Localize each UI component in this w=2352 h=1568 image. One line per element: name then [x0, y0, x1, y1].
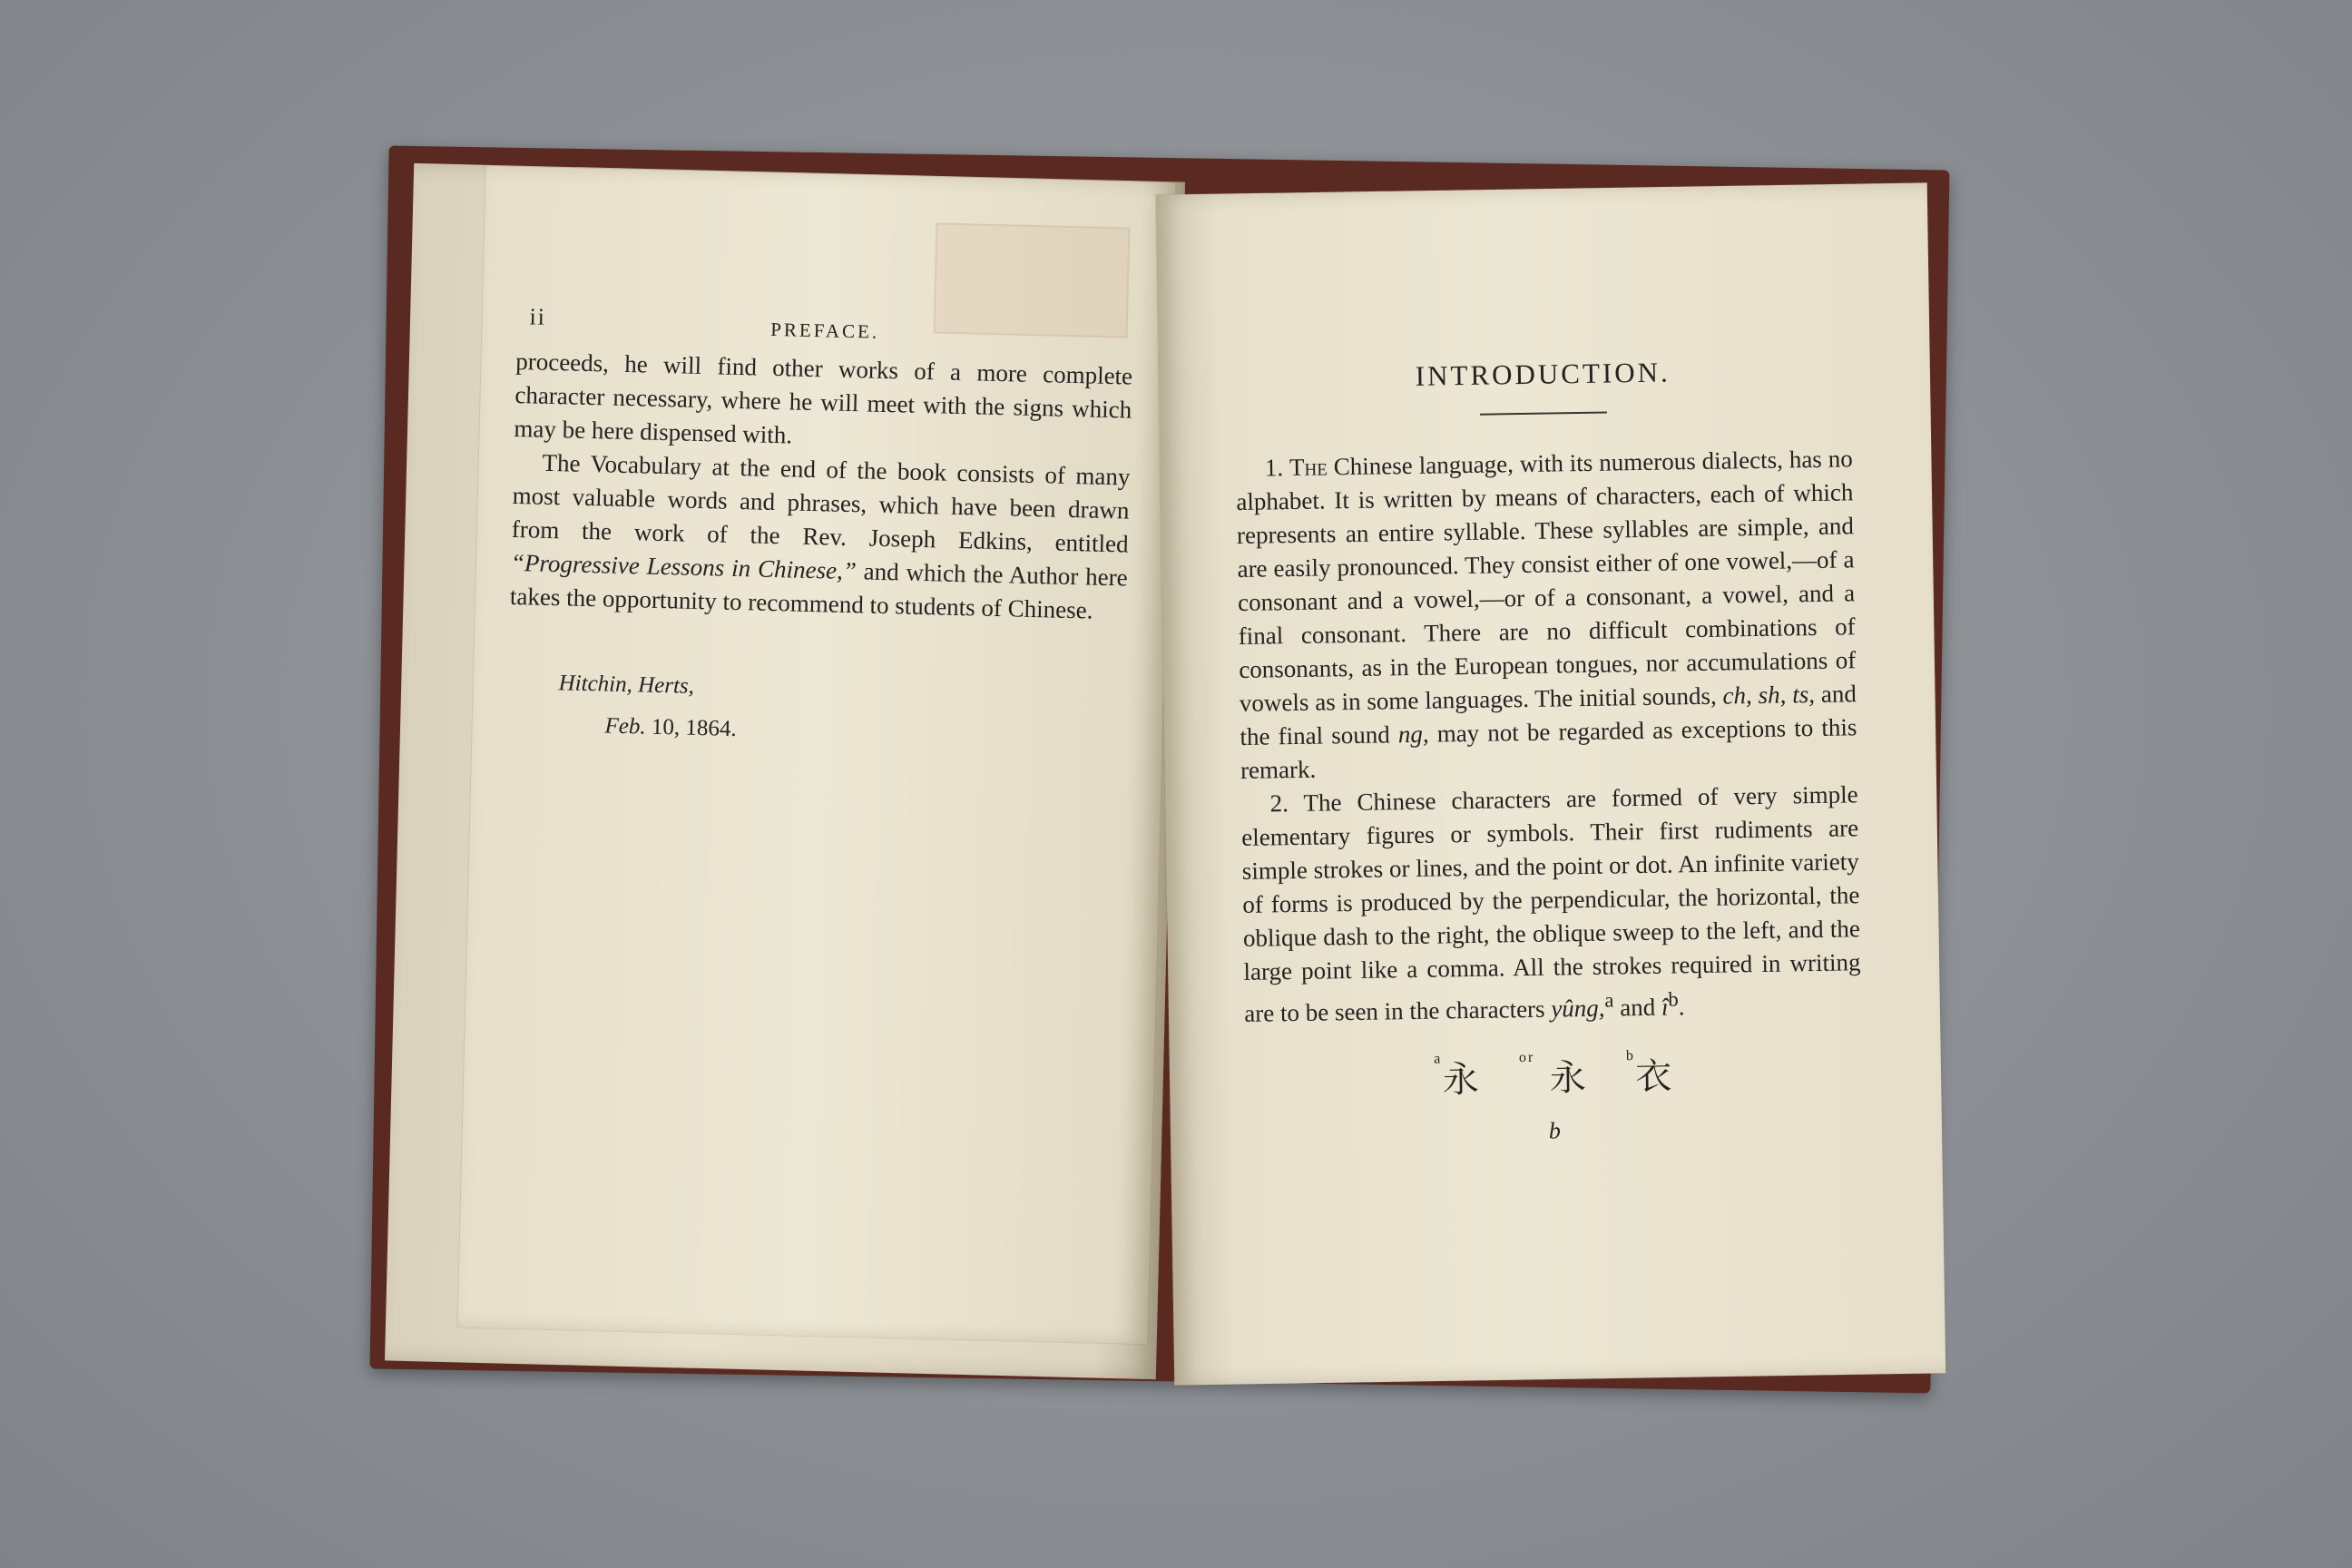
paragraph-1-text: Chinese language, with its numerous dialects, has no alphabet. It is written by means of characters, each of which represents an entire syllable. These syllables are simple, and are easily pronounced. They consist either of one vowel,—of a consonant and a vowel,—or of a consonant, a vowel, and a final consonant. There are no difficult combinations of consonants, as in the European tongues, nor accumulations of vowels as in some languages. The initial sounds,: [1236, 445, 1857, 717]
paragraph-1-number: 1.: [1264, 454, 1290, 482]
initial-sounds: ch, sh, ts,: [1722, 680, 1816, 710]
paragraph-1-mid: and the final sound: [1240, 680, 1857, 750]
paragraph-2-period: .: [1678, 993, 1685, 1021]
running-head-title: PREFACE.: [769, 318, 880, 343]
signature-place: Hitchin, Herts,: [558, 671, 695, 699]
yung-word: yûng,: [1551, 994, 1605, 1023]
footnote-b-marker: b: [1668, 987, 1679, 1011]
i-word: î: [1661, 993, 1669, 1021]
chinese-character-yung: 永: [1442, 1058, 1481, 1102]
book-title-reference: “Progressive Lessons in Chinese,”: [510, 548, 858, 585]
char-label-or: or: [1518, 1049, 1535, 1066]
signature-date-month: Feb.: [604, 713, 646, 740]
paragraph-1-end: may not be regarded as exceptions to this remark.: [1240, 713, 1857, 784]
chinese-character-i: 衣: [1634, 1055, 1674, 1099]
signature-mark: b: [1548, 1117, 1562, 1144]
preface-paragraph-2: [510, 446, 1131, 629]
chinese-characters-line: [1245, 1044, 1863, 1106]
page-number: ii: [529, 303, 547, 330]
right-page-text: [1234, 353, 1864, 1150]
intro-paragraph-2: [1240, 778, 1861, 1031]
preface-paragraph-2-start: The Vocabulary at the end of the book consists of many most valuable words and phrases, which have been drawn from the work of the Rev. Joseph Edkins, entitled: [511, 448, 1131, 558]
paragraph-2-text: 2. The Chinese characters are formed of very simple elementary figures or symbols. Their first rudiments are simple strokes or lines, and the point or dot. An infinite variety of forms is produced by the perpendicular, the horizontal, the oblique dash to the right, the oblique sweep to the left, and the large point like a comma. All the strokes required in writing are to be seen in the characters: [1240, 780, 1861, 1027]
footnote-a-marker: a: [1604, 988, 1614, 1012]
final-sound: ng,: [1397, 720, 1429, 749]
preface-paragraph-1: proceeds, he will find other works of a more complete character necessary, where he will meet with the signs which may be here dispensed with.: [514, 347, 1133, 449]
left-page-text: [506, 299, 1134, 757]
signature-date-rest: 10, 1864.: [645, 714, 737, 742]
introduction-title: INTRODUCTION.: [1415, 356, 1671, 392]
intro-paragraph-1: [1236, 442, 1858, 788]
title-rule: [1480, 412, 1607, 416]
paragraph-2-and: and: [1613, 993, 1662, 1022]
char-label-a: a: [1434, 1051, 1443, 1067]
paragraph-1-the: The: [1289, 453, 1328, 482]
preface-paragraph-2-end: and which the Author here takes the opportunity to recommend to students of Chinese.: [509, 557, 1129, 624]
char-label-b: b: [1625, 1048, 1636, 1064]
chinese-character-yung-variant: 永: [1549, 1056, 1589, 1100]
